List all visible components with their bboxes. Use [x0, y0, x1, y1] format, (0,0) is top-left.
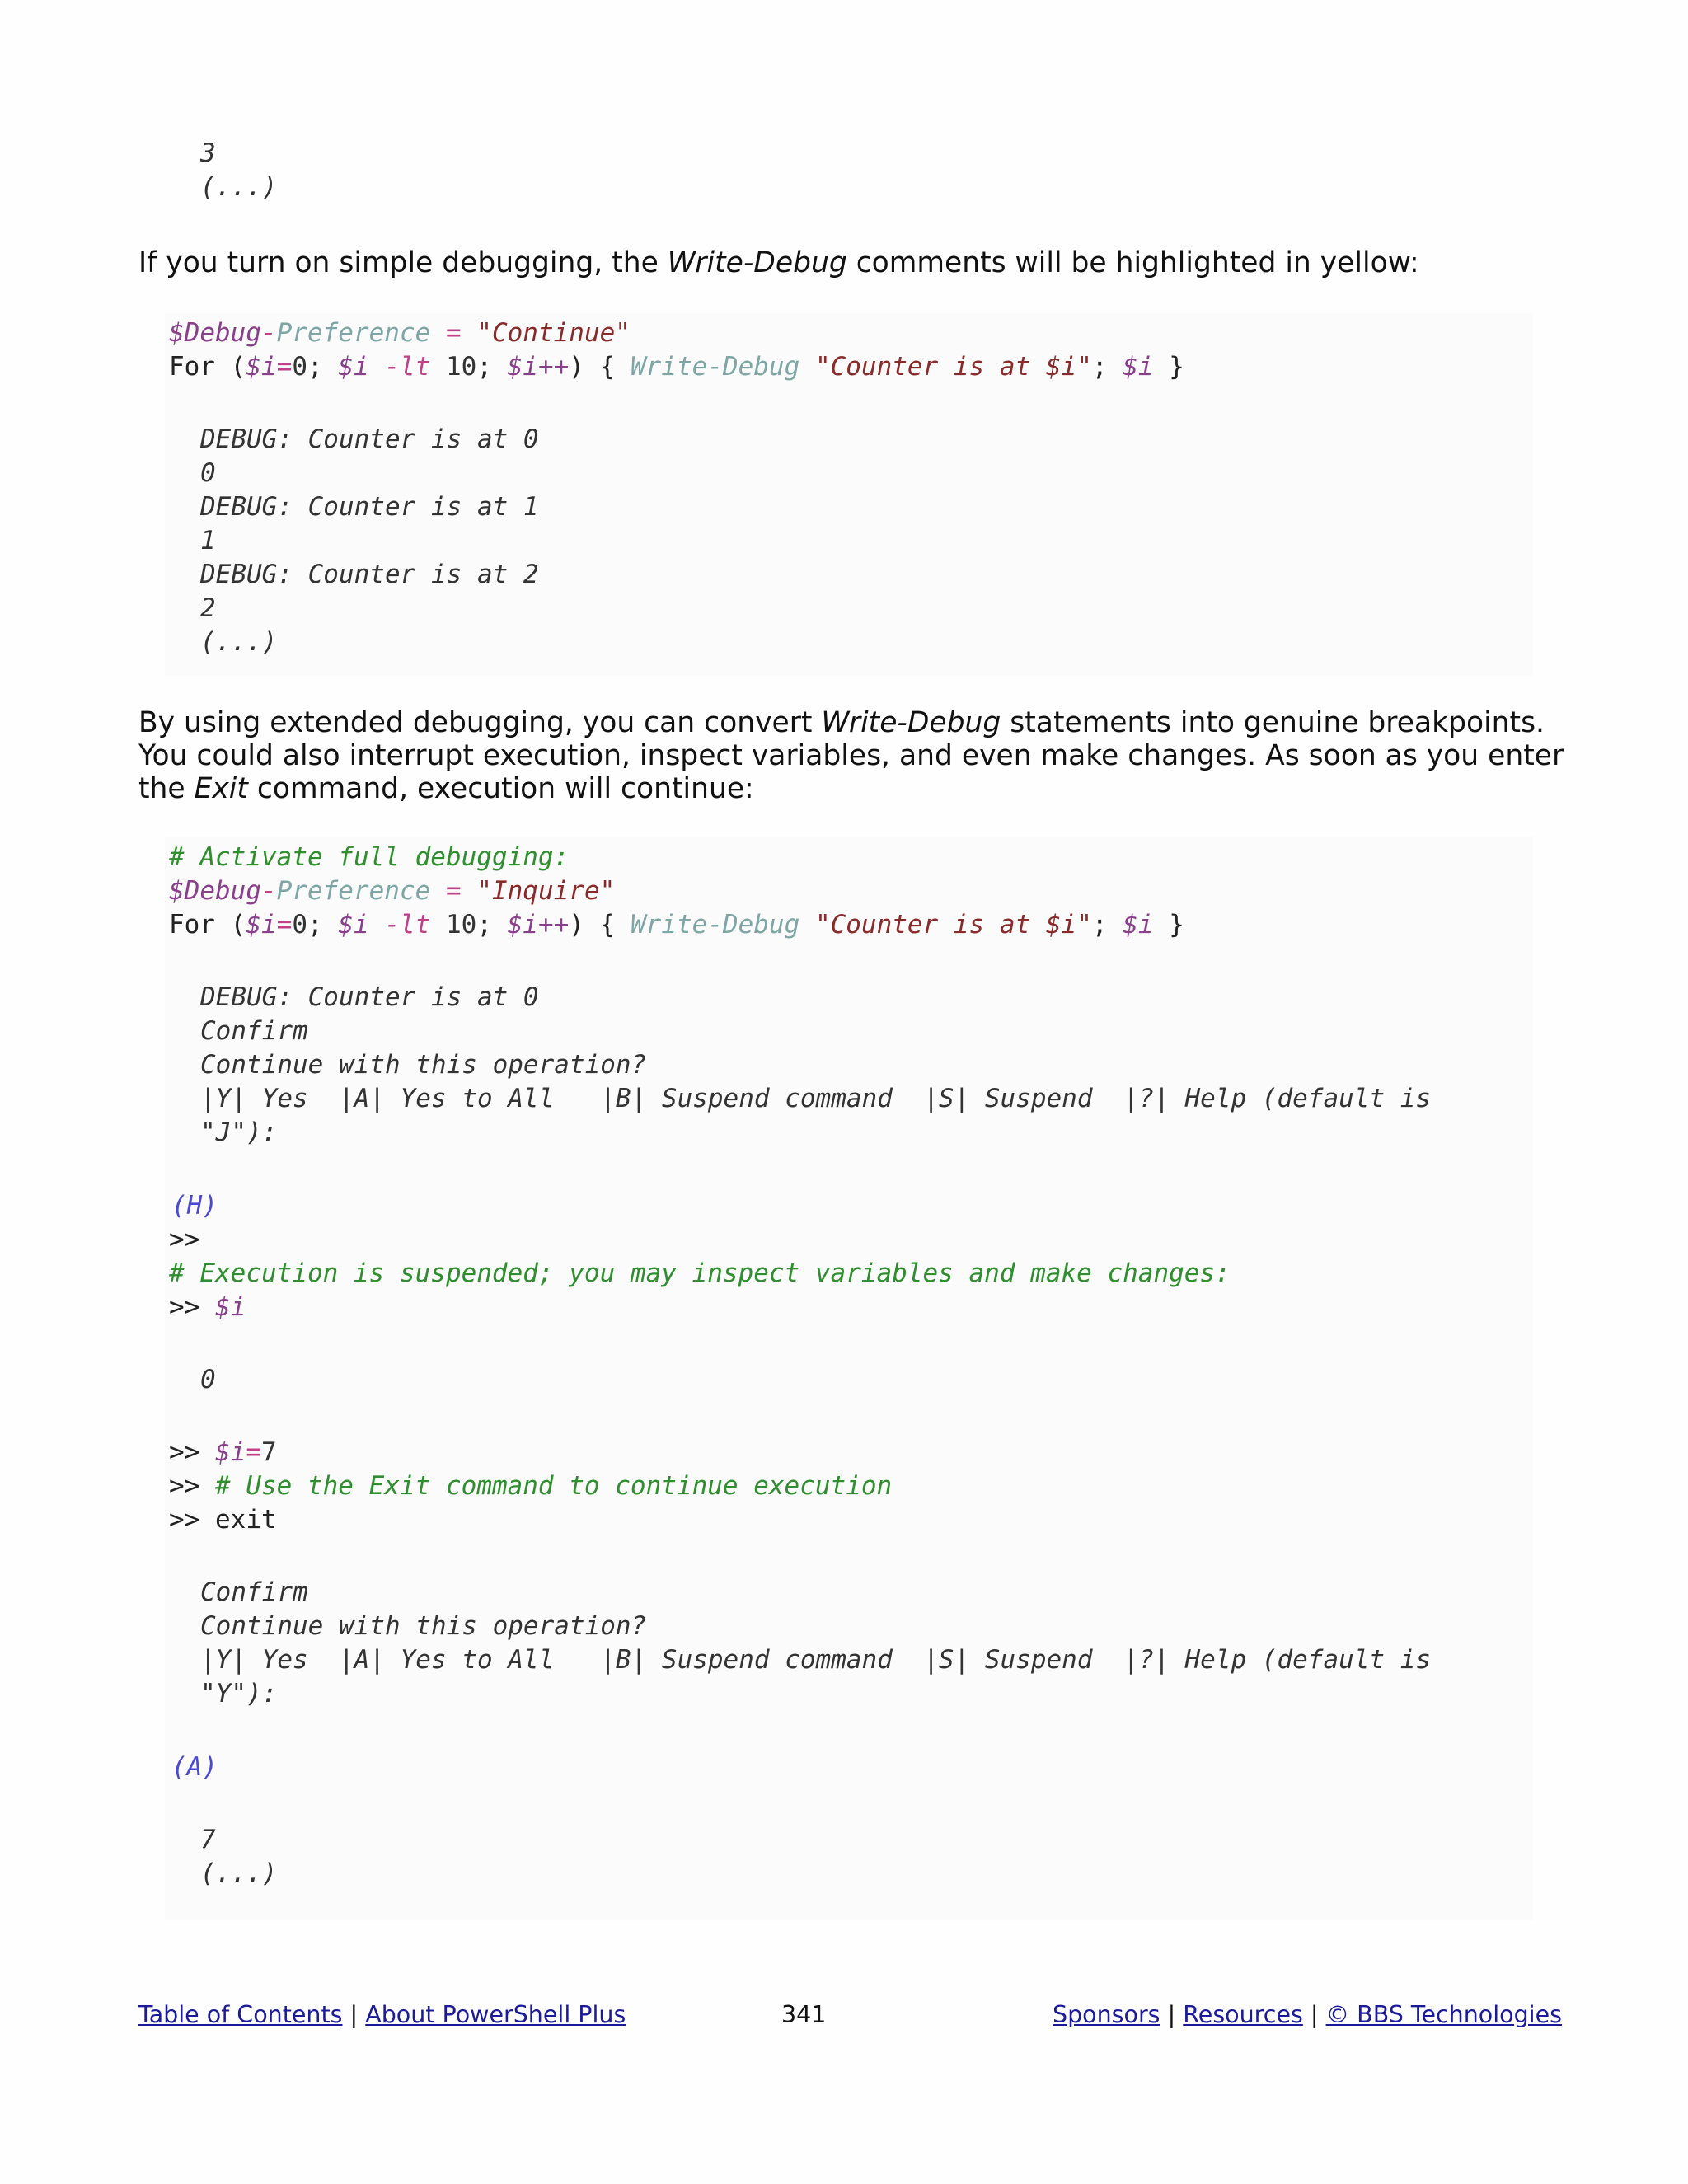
prompt-exit: >> exit: [169, 1505, 277, 1535]
prompt: >>: [169, 1225, 200, 1254]
output-line: 7: [200, 1825, 216, 1854]
code-line-debug-preference: $Debug-Preference = "Inquire": [169, 876, 616, 906]
output-line: Confirm: [200, 1016, 308, 1046]
output-line: 0: [200, 1365, 216, 1394]
paragraph-simple-debugging: If you turn on simple debugging, the Write-Debug comments will be highlighted in yellow:: [138, 246, 1419, 279]
output-line: 1: [200, 526, 216, 555]
output-line: DEBUG: Counter is at 2: [200, 560, 539, 589]
about-powershell-plus-link[interactable]: About PowerShell Plus: [365, 2001, 626, 2028]
bbs-technologies-link[interactable]: © BBS Technologies: [1325, 2001, 1562, 2028]
paragraph-extended-debugging: By using extended debugging, you can convert Write-Debug statements into genuine breakpoints.: [138, 706, 1545, 739]
output-line: DEBUG: Counter is at 0: [200, 424, 539, 454]
output-line: "Y"):: [200, 1679, 278, 1708]
output-line: DEBUG: Counter is at 1: [200, 492, 539, 522]
paragraph-extended-debugging-line3: the Exit command, execution will continue:: [138, 772, 754, 805]
code-comment: # Activate full debugging:: [169, 842, 570, 872]
page-number: 341: [781, 2001, 827, 2028]
code-line-for-loop: For ($i=0; $i -lt 10; $i++) { Write-Debug "Counter is at $i"; $i }: [169, 352, 1184, 382]
paragraph-extended-debugging-line2: You could also interrupt execution, inspect variables, and even make changes. As soon as you enter: [138, 739, 1564, 772]
output-line: 2: [200, 593, 216, 623]
output-line: Continue with this operation?: [200, 1050, 647, 1080]
output-line: |Y| Yes |A| Yes to All |B| Suspend command |S| Suspend |?| Help (default is: [200, 1084, 1432, 1113]
code-line-debug-preference: $Debug-Preference = "Continue": [169, 318, 631, 348]
output-line: 0: [200, 458, 216, 488]
table-of-contents-link[interactable]: Table of Contents: [138, 2001, 343, 2028]
resources-link[interactable]: Resources: [1183, 2001, 1303, 2028]
output-line: (...): [200, 627, 278, 657]
output-line: "J"):: [200, 1118, 278, 1147]
prompt-comment: >> # Use the Exit command to continue execution: [169, 1471, 893, 1501]
footer-left-links: Table of Contents | About PowerShell Plus: [138, 2001, 626, 2028]
prompt-inspect-variable: >> $i: [169, 1292, 246, 1322]
output-line: 3: [200, 138, 216, 168]
output-line: |Y| Yes |A| Yes to All |B| Suspend command |S| Suspend |?| Help (default is: [200, 1645, 1432, 1675]
code-comment: # Execution is suspended; you may inspect variables and make changes:: [169, 1258, 1231, 1288]
user-choice: (A): [171, 1752, 218, 1782]
code-line-for-loop: For ($i=0; $i -lt 10; $i++) { Write-Debug "Counter is at $i"; $i }: [169, 910, 1184, 940]
output-line: DEBUG: Counter is at 0: [200, 982, 539, 1012]
prompt-assign-variable: >> $i=7: [169, 1437, 277, 1467]
output-line: Continue with this operation?: [200, 1611, 647, 1641]
user-choice: (H): [171, 1191, 218, 1221]
output-line: Confirm: [200, 1577, 308, 1607]
sponsors-link[interactable]: Sponsors: [1053, 2001, 1160, 2028]
footer-right-links: Sponsors | Resources | © BBS Technologies: [1053, 2001, 1562, 2028]
output-line: (...): [200, 172, 278, 202]
output-line: (...): [200, 1858, 278, 1888]
